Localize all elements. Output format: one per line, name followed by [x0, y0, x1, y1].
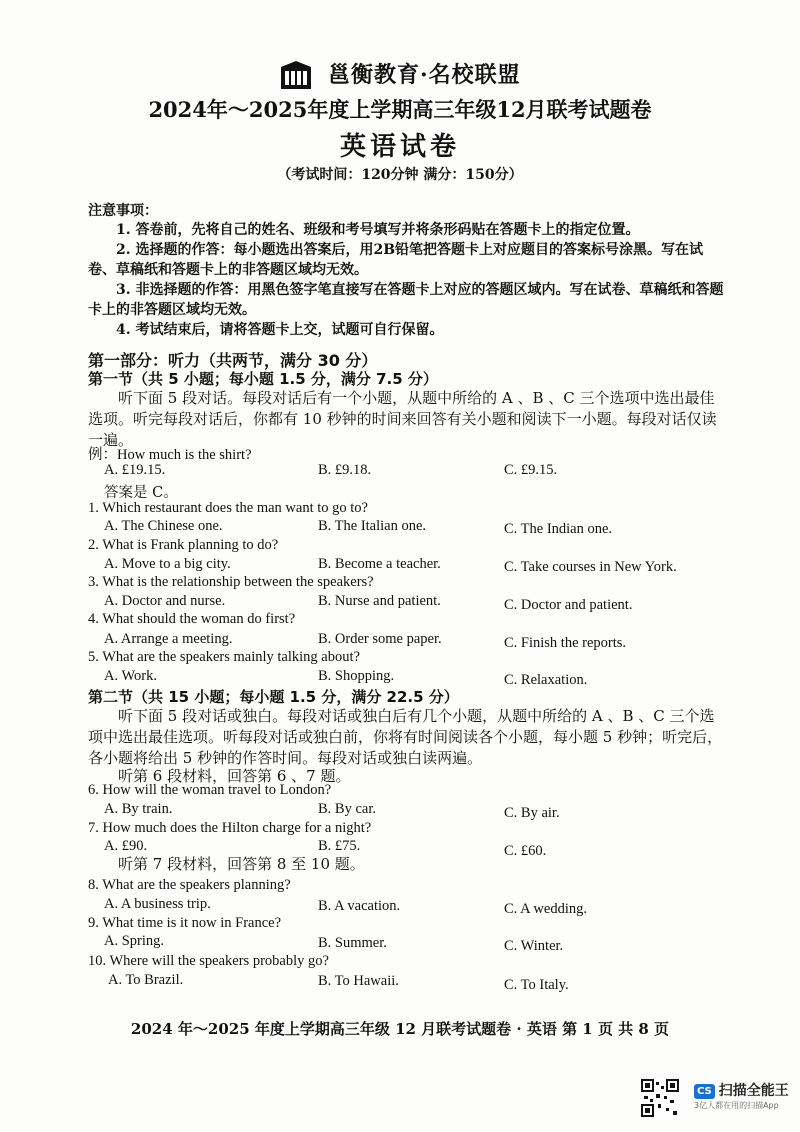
q7-option-a: A. £90. — [104, 838, 148, 854]
q5-option-b: B. Shopping. — [318, 668, 395, 684]
question-2: 2. What is Frank planning to do? — [88, 537, 279, 553]
brand-text: 邕衡教育·名校联盟 — [328, 62, 521, 88]
question-9: 9. What time is it now in France? — [88, 915, 282, 931]
section1-instruction: 听下面 5 段对话。每段对话后有一个小题，从题中所给的 A 、B 、C 三个选项中选出最佳选项。听完每段对话后，你都有 10 秒钟的时间来回答有关小题和阅读下一小题。每段对话仅读一遍。 — [88, 389, 717, 449]
section1-title: 第一节（共 5 小题；每小题 1.5 分，满分 7.5 分） — [88, 370, 438, 388]
q7-option-b: B. £75. — [318, 838, 361, 854]
q2-option-a: A. Move to a big city. — [104, 556, 231, 572]
q7-option-c: C. £60. — [504, 843, 547, 859]
exam-title: 2024年～2025年度上学期高三年级12月联考试题卷 — [148, 97, 652, 122]
q9-option-c: C. Winter. — [504, 938, 564, 954]
question-1: 1. Which restaurant does the man want to go to? — [88, 500, 368, 516]
q10-option-b: B. To Hawaii. — [318, 973, 399, 989]
question-3: 3. What is the relationship between the speakers? — [88, 574, 374, 590]
subject-title: 英语试卷 — [339, 132, 460, 162]
section2-title: 第二节（共 15 小题；每小题 1.5 分，满分 22.5 分） — [88, 688, 459, 706]
qr-code-icon — [640, 1078, 680, 1118]
example-option-c: C. £9.15. — [504, 462, 558, 478]
q1-option-a: A. The Chinese one. — [104, 518, 223, 534]
page-footer: 2024 年～2025 年度上学期高三年级 12 月联考试题卷 · 英语 第 1 页 共 8 页 — [130, 1020, 670, 1038]
notice-item-1: 1. 答卷前，先将自己的姓名、班级和考号填写并将条形码贴在答题卡上的指定位置。 — [116, 222, 640, 238]
q3-option-b: B. Nurse and patient. — [318, 593, 441, 609]
notice-heading: 注意事项： — [88, 203, 158, 219]
section2-instruction: 听下面 5 段对话或独白。每段对话或独白后有几个小题，从题中所给的 A 、B 、C 三个选项中选出最佳选项。听每段对话或独白前，你将有时间阅读各个小题，每小题 5 秒钟；听完后，各小题将给出 5 秒钟的作答时间。每段对话或独白读两遍。 — [88, 707, 723, 767]
q9-option-b: B. Summer. — [318, 935, 387, 951]
scanner-tagline: 3亿人都在用的扫描App — [694, 1101, 779, 1110]
q10-option-c: C. To Italy. — [504, 977, 569, 993]
example-answer: 答案是 C。 — [104, 485, 178, 501]
question-8: 8. What are the speakers planning? — [88, 877, 291, 893]
q10-option-a: A. To Brazil. — [108, 972, 184, 988]
scanner-name: 扫描全能王 — [718, 1083, 789, 1099]
example-option-b: B. £9.18. — [318, 462, 372, 478]
question-10: 10. Where will the speakers probably go? — [88, 953, 329, 969]
q6-option-b: B. By car. — [318, 801, 376, 817]
q2-option-c: C. Take courses in New York. — [504, 559, 677, 575]
example-question: 例：How much is the shirt? — [88, 447, 252, 463]
part1-title: 第一部分：听力（共两节，满分 30 分） — [88, 351, 378, 370]
q1-option-b: B. The Italian one. — [318, 518, 427, 534]
brand-header — [0, 58, 800, 91]
q6-option-a: A. By train. — [104, 801, 173, 817]
question-7: 7. How much does the Hilton charge for a night? — [88, 820, 372, 836]
cs-logo-icon: CS — [694, 1084, 715, 1099]
scanner-app-name — [694, 1080, 789, 1100]
q2-option-b: B. Become a teacher. — [318, 556, 441, 572]
exam-info: （考试时间：120分钟 满分：150分） — [277, 167, 523, 183]
q4-option-c: C. Finish the reports. — [504, 635, 627, 651]
q5-option-c: C. Relaxation. — [504, 672, 588, 688]
question-5: 5. What are the speakers mainly talking about? — [88, 649, 360, 665]
notice-item-4: 4. 考试结束后，请将答题卡上交，试题可自行保留。 — [116, 322, 444, 338]
example-option-a: A. £19.15. — [104, 462, 166, 478]
material-7-note: 听第 7 段材料，回答第 8 至 10 题。 — [118, 855, 365, 873]
q8-option-c: C. A wedding. — [504, 901, 587, 917]
material-6-note: 听第 6 段材料，回答第 6 、7 题。 — [118, 767, 351, 785]
q1-option-c: C. The Indian one. — [504, 521, 613, 537]
notice-item-3: 3. 非选择题的作答：用黑色签字笔直接写在答题卡上对应的答题区域内。写在试卷、草稿纸和答题卡上的非答题区域均无效。 — [88, 282, 724, 318]
q8-option-b: B. A vacation. — [318, 898, 401, 914]
q3-option-a: A. Doctor and nurse. — [104, 593, 226, 609]
q5-option-a: A. Work. — [104, 668, 157, 684]
question-6: 6. How will the woman travel to London? — [88, 782, 332, 798]
q8-option-a: A. A business trip. — [104, 896, 211, 912]
q4-option-a: A. Arrange a meeting. — [104, 631, 233, 647]
q3-option-c: C. Doctor and patient. — [504, 597, 633, 613]
q4-option-b: B. Order some paper. — [318, 631, 442, 647]
q6-option-c: C. By air. — [504, 805, 560, 821]
notice-item-2: 2. 选择题的作答：每小题选出答案后，用2B铅笔把答题卡上对应题目的答案标号涂黑。写在试卷、草稿纸和答题卡上的非答题区域均无效。 — [88, 242, 704, 278]
q9-option-a: A. Spring. — [104, 933, 165, 949]
school-logo-icon — [279, 61, 313, 91]
question-4: 4. What should the woman do first? — [88, 611, 296, 627]
